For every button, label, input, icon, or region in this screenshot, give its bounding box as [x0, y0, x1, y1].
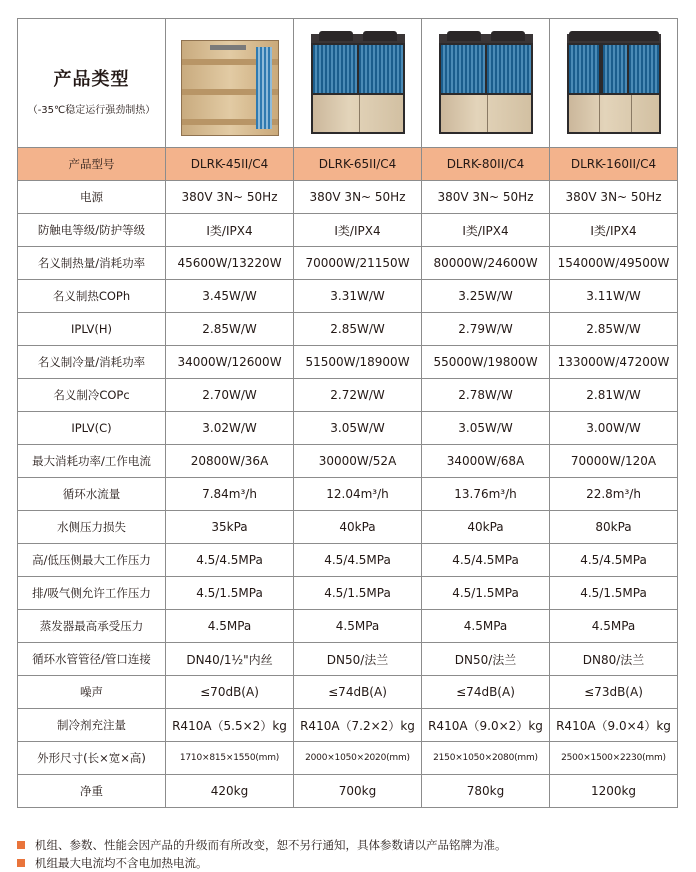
spec-row: [18, 214, 678, 247]
spec-value: ≤70dB(A): [166, 676, 294, 709]
spec-label: 名义制冷量/消耗功率: [18, 346, 166, 379]
spec-value: 2.81W/W: [550, 379, 678, 412]
spec-label: 水侧压力损失: [18, 511, 166, 544]
spec-value: DN50/法兰: [422, 643, 550, 676]
spec-value: 3.25W/W: [422, 280, 550, 313]
spec-value: 7.84m³/h: [166, 478, 294, 511]
spec-value: 20800W/36A: [166, 445, 294, 478]
product-type-subtitle: （-35℃稳定运行强劲制热）: [27, 104, 156, 116]
square-bullet-icon: [17, 841, 25, 849]
spec-value: 4.5/1.5MPa: [550, 577, 678, 610]
spec-value: 55000W/19800W: [422, 346, 550, 379]
spec-value: 30000W/52A: [294, 445, 422, 478]
spec-value: 4.5/4.5MPa: [550, 544, 678, 577]
spec-value: 4.5/1.5MPa: [422, 577, 550, 610]
spec-value: 2.70W/W: [166, 379, 294, 412]
spec-value: R410A（9.0×2）kg: [422, 709, 550, 742]
spec-label: 名义制热量/消耗功率: [18, 247, 166, 280]
spec-value: 4.5/1.5MPa: [166, 577, 294, 610]
spec-value: 40kPa: [294, 511, 422, 544]
spec-label: 净重: [18, 775, 166, 808]
model-row: [18, 148, 678, 181]
spec-value: 3.00W/W: [550, 412, 678, 445]
spec-row: [18, 742, 678, 775]
spec-value: I类/IPX4: [550, 214, 678, 247]
spec-value: 3.05W/W: [294, 412, 422, 445]
spec-value: 80000W/24600W: [422, 247, 550, 280]
product-image-cell: [294, 19, 422, 148]
spec-value: 4.5MPa: [294, 610, 422, 643]
header-row: [18, 19, 678, 148]
spec-value: 2.78W/W: [422, 379, 550, 412]
spec-value: 4.5/4.5MPa: [166, 544, 294, 577]
spec-row: [18, 709, 678, 742]
spec-label: 循环水管管径/管口连接: [18, 643, 166, 676]
spec-value: 3.02W/W: [166, 412, 294, 445]
spec-value: 34000W/12600W: [166, 346, 294, 379]
spec-value: DN50/法兰: [294, 643, 422, 676]
product-image-unit-large: [561, 34, 667, 138]
spec-value: 380V 3N~ 50Hz: [294, 181, 422, 214]
spec-value: 1200kg: [550, 775, 678, 808]
spec-label: IPLV(C): [18, 412, 166, 445]
spec-row: [18, 478, 678, 511]
product-image-cell: [166, 19, 294, 148]
product-type-title: 产品类型: [53, 68, 130, 90]
spec-value: I类/IPX4: [294, 214, 422, 247]
spec-label: 排/吸气侧允许工作压力: [18, 577, 166, 610]
spec-label: 噪声: [18, 676, 166, 709]
spec-table: [17, 18, 678, 808]
note-text: 机组最大电流均不含电加热电流。: [35, 856, 208, 870]
spec-value: 4.5MPa: [550, 610, 678, 643]
spec-value: 3.11W/W: [550, 280, 678, 313]
spec-value: 45600W/13220W: [166, 247, 294, 280]
spec-value: 3.45W/W: [166, 280, 294, 313]
spec-value: 2.85W/W: [550, 313, 678, 346]
spec-value: ≤74dB(A): [294, 676, 422, 709]
spec-value: 700kg: [294, 775, 422, 808]
spec-label: 最大消耗功率/工作电流: [18, 445, 166, 478]
spec-value: 12.04m³/h: [294, 478, 422, 511]
spec-value: 2.79W/W: [422, 313, 550, 346]
spec-value: 40kPa: [422, 511, 550, 544]
spec-value: DN80/法兰: [550, 643, 678, 676]
spec-row: [18, 445, 678, 478]
spec-value: 780kg: [422, 775, 550, 808]
model-value: DLRK-160II/C4: [550, 148, 678, 181]
spec-value: 4.5MPa: [166, 610, 294, 643]
spec-value: 380V 3N~ 50Hz: [550, 181, 678, 214]
spec-row: [18, 379, 678, 412]
spec-value: 22.8m³/h: [550, 478, 678, 511]
square-bullet-icon: [17, 859, 25, 867]
spec-label: 外形尺寸(长×宽×高): [18, 742, 166, 775]
note-item: [17, 854, 677, 872]
spec-label: 防触电等级/防护等级: [18, 214, 166, 247]
spec-value: 80kPa: [550, 511, 678, 544]
spec-value: DN40/1½"内丝: [166, 643, 294, 676]
spec-value: 1710×815×1550(mm): [166, 742, 294, 775]
spec-row: [18, 511, 678, 544]
spec-row: [18, 610, 678, 643]
spec-value: 133000W/47200W: [550, 346, 678, 379]
spec-value: 420kg: [166, 775, 294, 808]
spec-value: 4.5/4.5MPa: [294, 544, 422, 577]
spec-row: [18, 412, 678, 445]
product-image-unit: [305, 34, 411, 138]
model-label: 产品型号: [18, 148, 166, 181]
spec-row: [18, 280, 678, 313]
spec-value: I类/IPX4: [166, 214, 294, 247]
spec-row: [18, 346, 678, 379]
model-value: DLRK-65II/C4: [294, 148, 422, 181]
product-image-unit: [433, 34, 539, 138]
spec-value: 70000W/120A: [550, 445, 678, 478]
spec-row: [18, 577, 678, 610]
spec-label: 名义制热COPh: [18, 280, 166, 313]
spec-value: 380V 3N~ 50Hz: [166, 181, 294, 214]
spec-value: 380V 3N~ 50Hz: [422, 181, 550, 214]
spec-value: 4.5MPa: [422, 610, 550, 643]
spec-value: 51500W/18900W: [294, 346, 422, 379]
spec-value: 2000×1050×2020(mm): [294, 742, 422, 775]
note-item: [17, 836, 677, 854]
spec-value: R410A（5.5×2）kg: [166, 709, 294, 742]
spec-row: [18, 643, 678, 676]
spec-row: [18, 676, 678, 709]
spec-value: I类/IPX4: [422, 214, 550, 247]
spec-row: [18, 313, 678, 346]
note-text: 机组、参数、性能会因产品的升级而有所改变，恕不另行通知，具体参数请以产品铭牌为准。: [35, 838, 507, 852]
spec-value: 13.76m³/h: [422, 478, 550, 511]
spec-value: 34000W/68A: [422, 445, 550, 478]
spec-value: 70000W/21150W: [294, 247, 422, 280]
spec-value: 4.5/1.5MPa: [294, 577, 422, 610]
title-cell: [18, 19, 166, 148]
product-image-cell: [422, 19, 550, 148]
spec-value: 3.31W/W: [294, 280, 422, 313]
model-value: DLRK-45II/C4: [166, 148, 294, 181]
spec-value: 2.85W/W: [166, 313, 294, 346]
spec-row: [18, 181, 678, 214]
spec-value: 2150×1050×2080(mm): [422, 742, 550, 775]
spec-value: ≤74dB(A): [422, 676, 550, 709]
spec-label: 电源: [18, 181, 166, 214]
spec-value: 4.5/4.5MPa: [422, 544, 550, 577]
spec-value: 2500×1500×2230(mm): [550, 742, 678, 775]
product-image-cell: [550, 19, 678, 148]
spec-value: 35kPa: [166, 511, 294, 544]
spec-value: R410A（9.0×4）kg: [550, 709, 678, 742]
notes: [17, 836, 677, 872]
spec-label: 名义制冷COPc: [18, 379, 166, 412]
spec-row: [18, 544, 678, 577]
spec-label: 循环水流量: [18, 478, 166, 511]
spec-label: 蒸发器最高承受压力: [18, 610, 166, 643]
model-value: DLRK-80II/C4: [422, 148, 550, 181]
spec-row: [18, 775, 678, 808]
product-image-crate: [177, 34, 283, 138]
spec-row: [18, 247, 678, 280]
spec-value: R410A（7.2×2）kg: [294, 709, 422, 742]
spec-label: IPLV(H): [18, 313, 166, 346]
spec-value: 2.72W/W: [294, 379, 422, 412]
spec-value: ≤73dB(A): [550, 676, 678, 709]
spec-value: 3.05W/W: [422, 412, 550, 445]
spec-label: 制冷剂充注量: [18, 709, 166, 742]
spec-value: 154000W/49500W: [550, 247, 678, 280]
spec-label: 高/低压侧最大工作压力: [18, 544, 166, 577]
spec-value: 2.85W/W: [294, 313, 422, 346]
